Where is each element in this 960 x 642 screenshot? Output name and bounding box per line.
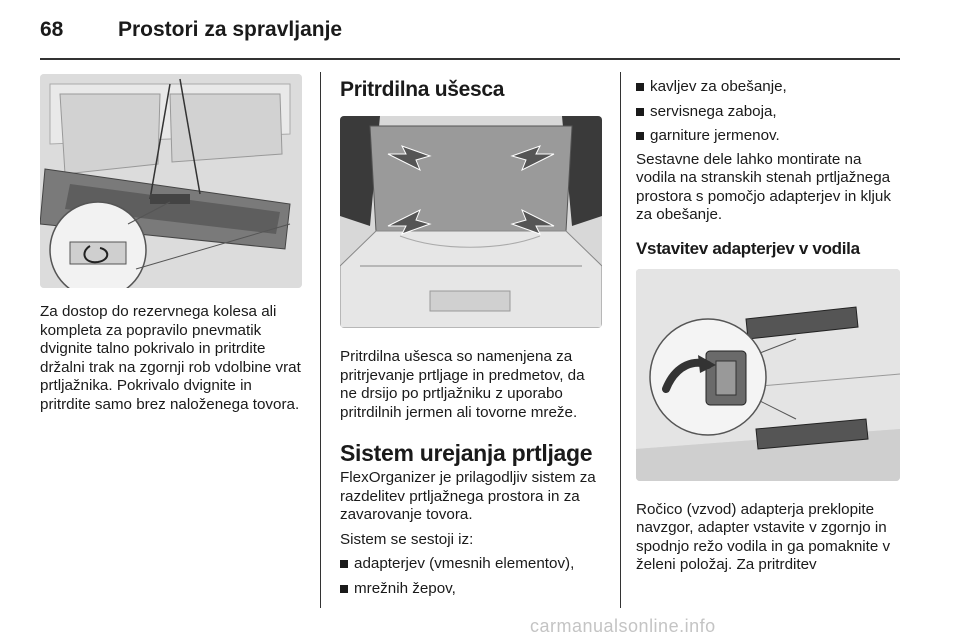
lashing-eyes-illustration (340, 116, 602, 328)
column-1 (40, 74, 304, 414)
lashing-eyes-heading: Pritrdilna ušesca (340, 78, 505, 101)
watermark: carmanualsonline.info (530, 616, 716, 636)
column-3 (636, 74, 902, 575)
adapter-illustration (636, 269, 900, 481)
adapter-instructions-text: Ročico (vzvod) adapterja preklopite navzgor, adapter vstavite v zgornjo in spodnjo režo vodila in ga pomaknite v želeni položaj. Za pritrditev (636, 500, 891, 573)
components-list-2 (636, 78, 902, 146)
page-header (40, 18, 900, 58)
list-item: garniture jermenov. (636, 127, 902, 146)
column-divider-1 (320, 72, 321, 608)
mounting-text: Sestavne dele lahko montirate na vodila na stranskih stenah prtljažnega prostora s pomočjo adapterjev in kljuk za obešanje. (636, 150, 891, 223)
list-item: kavljev za obešanje, (636, 78, 902, 97)
luggage-system-heading: Sistem urejanja prtljage (340, 440, 593, 466)
list-item: servisnega zaboja, (636, 103, 902, 122)
list-item: adapterjev (vmesnih elementov), (340, 555, 604, 574)
header-rule (40, 58, 900, 60)
system-components-intro: Sistem se sestoji iz: (340, 530, 474, 548)
lashing-eyes-text: Pritrdilna ušesca so namenjena za pritrjevanje prtljage in predmetov, da ne drsijo po prtljažniku z uporabo pritrdilnih jermen ali tovorne mreže. (340, 348, 585, 421)
list-item: mrežnih žepov, (340, 580, 604, 599)
column-divider-2 (620, 72, 621, 608)
column-2 (340, 74, 604, 604)
page-title: Prostori za spravljanje (118, 18, 343, 41)
adapter-insert-heading: Vstavitev adapterjev v vodila (636, 238, 860, 258)
page-number: 68 (40, 18, 64, 41)
flexorganizer-text: FlexOrganizer je prilagodljiv sistem za razdelitev prtljažnega prostora in za zavarovanje tovora. (340, 469, 596, 523)
floor-cover-text: Za dostop do rezervnega kolesa ali kompleta za popravilo pnevmatik dvignite talno pokrivalo in pritrdite držalni trak na zgornji rob vdolbine vrat prtljažnika. Pokrivalo dvignite in pritrdite samo brez naloženega tovora. (40, 303, 301, 413)
floor-cover-illustration (40, 74, 302, 288)
components-list-1 (340, 555, 604, 598)
